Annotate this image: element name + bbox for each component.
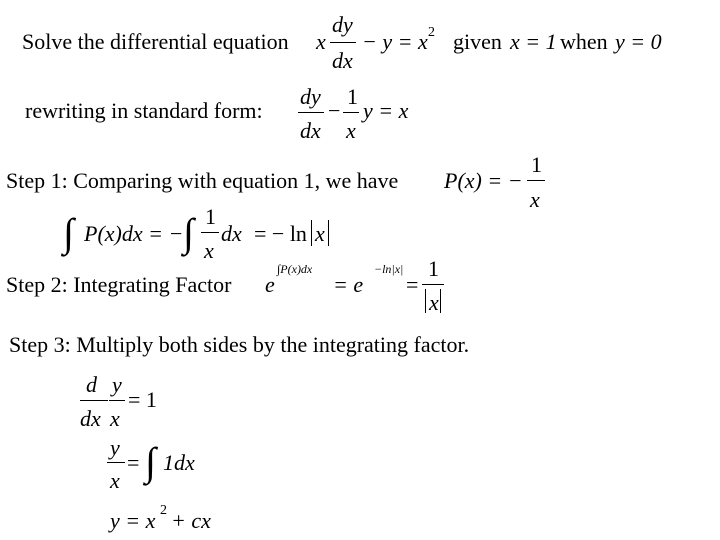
step-3-d: d bbox=[86, 372, 97, 397]
step-3-x: x bbox=[110, 406, 120, 431]
problem-when: when bbox=[560, 29, 608, 54]
abs-bar-left bbox=[311, 220, 312, 246]
problem-condition-x: x = 1 bbox=[510, 29, 557, 54]
step-3-bar-2 bbox=[107, 462, 125, 463]
standard-form-dy: dy bbox=[300, 84, 321, 109]
step-2-abs-right bbox=[440, 289, 441, 313]
problem-given: given bbox=[453, 29, 502, 54]
standard-form-x: x bbox=[346, 118, 356, 143]
step-1-x: x bbox=[530, 187, 540, 212]
step-2-one: 1 bbox=[428, 256, 439, 281]
standard-form-bar-2 bbox=[343, 112, 359, 113]
step-2-exponent-2: −ln|x| bbox=[374, 262, 404, 276]
problem-equation-rhs: − y = x bbox=[362, 29, 428, 54]
problem-condition-y: y = 0 bbox=[615, 29, 662, 54]
step-3-bar-d bbox=[80, 400, 108, 401]
problem-dy: dy bbox=[332, 12, 353, 37]
final-solution-exponent: 2 bbox=[160, 503, 167, 518]
problem-exponent: 2 bbox=[428, 25, 435, 40]
step-1-frac-bar bbox=[201, 232, 219, 233]
step-1-integral-body: P(x)dx = − bbox=[84, 221, 184, 246]
step-2-bar bbox=[422, 284, 444, 285]
final-solution-rhs: + cx bbox=[171, 508, 211, 533]
abs-bar-right bbox=[328, 220, 329, 246]
standard-form-label: rewriting in standard form: bbox=[25, 98, 263, 123]
problem-x: x bbox=[316, 29, 326, 54]
step-1-frac-num: 1 bbox=[205, 204, 216, 229]
step-3-one-dx: 1dx bbox=[163, 450, 195, 475]
integral-sign: ∫ bbox=[63, 210, 74, 255]
step-2-exponent: ∫P(x)dx bbox=[277, 262, 313, 276]
step-3-dx: dx bbox=[80, 406, 101, 431]
problem-dx: dx bbox=[332, 48, 353, 73]
step-1-frac-den: x bbox=[204, 238, 214, 263]
step-3-bar-y bbox=[109, 400, 125, 401]
standard-form-one: 1 bbox=[347, 84, 358, 109]
step-3-x2: x bbox=[110, 468, 120, 493]
step-1-dx: dx bbox=[221, 221, 242, 246]
standard-form-minus: − bbox=[328, 98, 341, 123]
step-1-bar bbox=[527, 180, 545, 181]
problem-intro: Solve the differential equation bbox=[22, 29, 289, 54]
step-2-abs-left bbox=[425, 289, 426, 313]
step-3-y: y bbox=[112, 372, 122, 397]
problem-fraction-bar bbox=[330, 42, 356, 43]
step-1-result: = − ln bbox=[254, 221, 307, 246]
step-1-label: Step 1: Comparing with equation 1, we have bbox=[6, 168, 399, 193]
integral-sign-2: ∫ bbox=[183, 210, 194, 255]
step-2-abs-x: x bbox=[429, 290, 439, 315]
step-1-px: P(x) = − bbox=[444, 168, 523, 193]
step-3-eq-int: = bbox=[127, 450, 140, 475]
step-2-label: Step 2: Integrating Factor bbox=[6, 272, 232, 297]
step-3-eq1: = 1 bbox=[128, 387, 157, 412]
standard-form-bar-1 bbox=[298, 112, 324, 113]
integral-sign-3: ∫ bbox=[145, 439, 156, 484]
step-2-e: e bbox=[265, 272, 275, 297]
step-3-label: Step 3: Multiply both sides by the integrating factor. bbox=[9, 332, 470, 357]
step-1-abs-x: x bbox=[315, 221, 325, 246]
final-solution-lhs: y = x bbox=[110, 508, 156, 533]
step-3-y2: y bbox=[110, 435, 120, 460]
step-2-eq-e: = e bbox=[333, 272, 364, 297]
step-1-one: 1 bbox=[531, 152, 542, 177]
standard-form-dx: dx bbox=[300, 118, 321, 143]
step-2-eq: = bbox=[406, 272, 419, 297]
standard-form-rhs: y = x bbox=[363, 98, 409, 123]
